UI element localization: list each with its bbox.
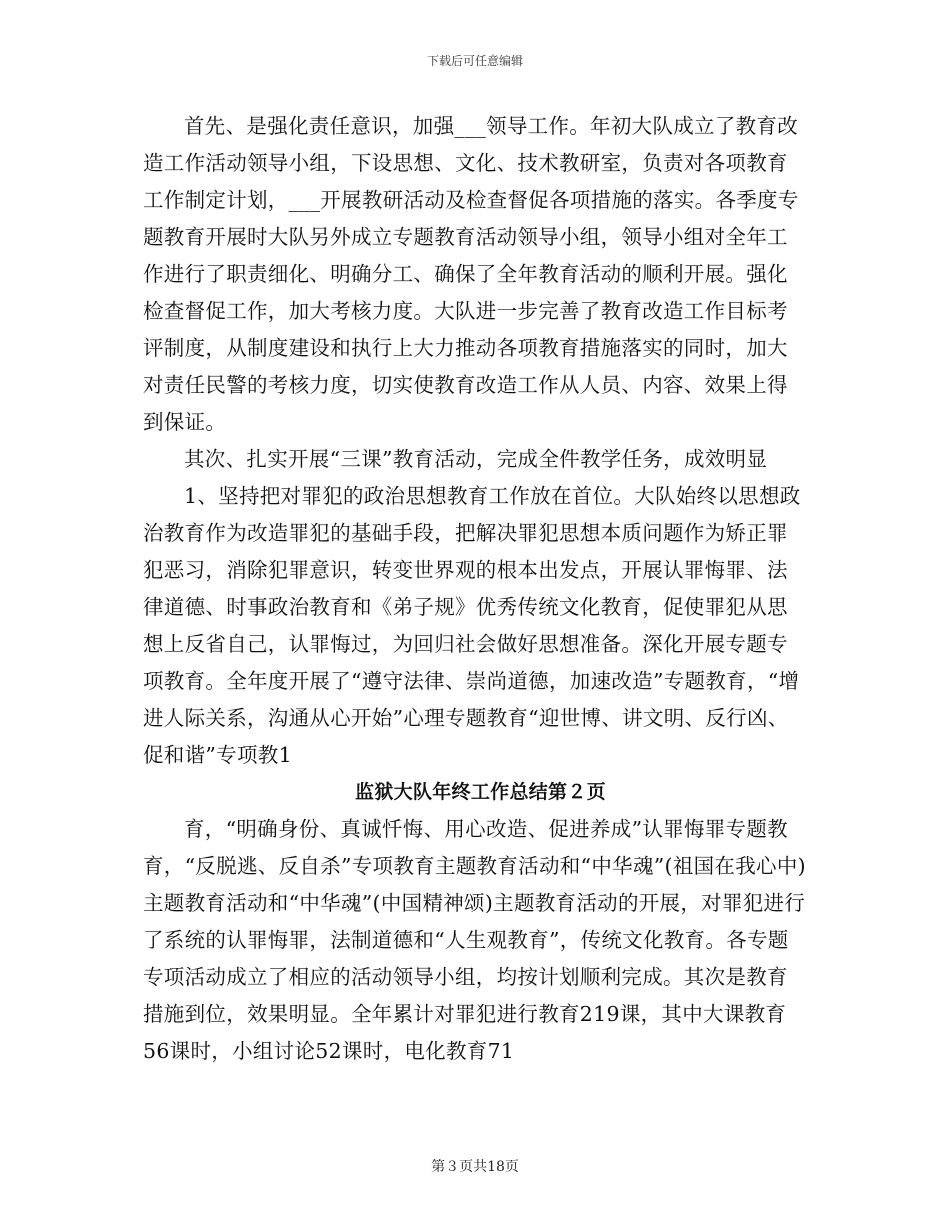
header-note: 下载后可任意编辑 [426, 54, 523, 68]
paragraph-education-results: 育，“明确身份、真诚忏悔、用心改造、促进养成”认罪悔罪专题教育，“反脱逃、反自杀”专项教育主题教育活动和“中华魂”(祖国在我心中)主题教育活动和“中华魂”(中国精神颂)主题教育活动的开展，对罪犯进行了系统的认罪悔罪，法制道德和“人生观教育”，传统文化教育。各专题专项活动成立了相应的活动领导小组，均按计划顺利完成。其次是教育措施到位，效果明显。全年累计对罪犯进行教育219课，其中大课教育56课时，小组讨论52课时，电化教育71 [143, 817, 806, 1063]
document-body [143, 108, 808, 1070]
page-number-footer: 第３页共18页 [431, 1159, 519, 1175]
paragraph-three-lessons: 其次、扎实开展“三课”教育活动，完成全件教学任务，成效明显 [184, 447, 768, 471]
page-section-heading: 监狱大队年终工作总结第２页 [355, 781, 606, 803]
paragraph-responsibility: 首先、是强化责任意识，加强___领导工作。年初大队成立了教育改造工作活动领导小组，下设思想、文化、技术教研室，负责对各项教育工作制定计划，___开展教研活动及检查督促各项措施的落实。各季度专题教育开展时大队另外成立专题教育活动领导小组，领导小组对全年工作进行了职责细化、明确分工、确保了全年教育活动的顺利开展。强化检查督促工作，加大考核力度。大队进一步完善了教育改造工作目标考评制度，从制度建设和执行上大力推动各项教育措施落实的同时，加大对责任民警的考核力度，切实使教育改造工作从人员、内容、效果上得到保证。 [143, 114, 799, 434]
paragraph-political-education: 1、坚持把对罪犯的政治思想教育工作放在首位。大队始终以思想政治教育作为改造罪犯的基础手段，把解决罪犯思想本质问题作为矫正罪犯恶习，消除犯罪意识，转变世界观的根本出发点，开展认罪悔罪、法律道德、时事政治教育和《弟子规》优秀传统文化教育，促使罪犯从思想上反省自己，认罪悔过，为回归社会做好思想准备。深化开展专题专项教育。全年度开展了“遵守法律、崇尚道德，加速改造”专题教育，“增进人际关系，沟通从心开始”心理专题教育“迎世博、讲文明、反行凶、促和谐”专项教1 [143, 484, 801, 767]
